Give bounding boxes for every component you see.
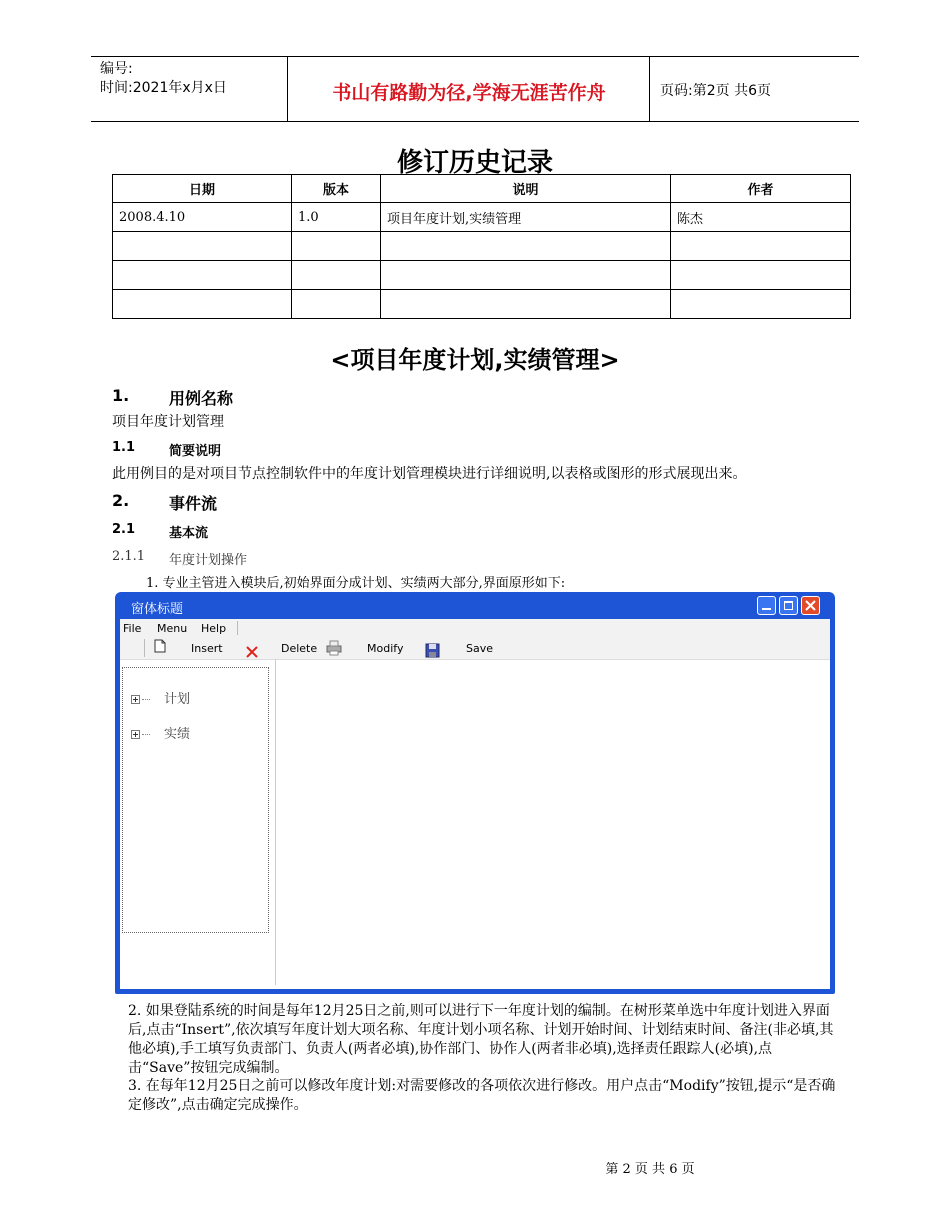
expand-icon[interactable]: [131, 695, 140, 704]
header-motto: 书山有路勤为径,学海无涯苦作舟: [332, 82, 606, 104]
tree-connector: [142, 734, 150, 735]
header-meta: [100, 60, 227, 98]
table-row: [113, 232, 851, 261]
expand-icon[interactable]: [131, 730, 140, 739]
table-cell: 陈杰: [671, 203, 851, 232]
revision-title: 修订历史记录: [396, 148, 553, 178]
revision-table: [112, 174, 851, 319]
modify-button[interactable]: Modify: [367, 642, 404, 655]
document-title: <项目年度计划,实绩管理>: [330, 346, 620, 374]
delete-icon[interactable]: [245, 645, 259, 659]
table-cell: [671, 261, 851, 290]
table-cell: [381, 261, 671, 290]
delete-button[interactable]: Delete: [281, 642, 318, 655]
section-number: 1.: [112, 386, 130, 405]
table-cell: 项目年度计划,实绩管理: [381, 203, 671, 232]
table-cell: [671, 290, 851, 319]
section-heading: 事件流: [169, 494, 218, 513]
menu-separator: [237, 621, 238, 635]
tree-item-actual[interactable]: [131, 723, 190, 742]
table-cell: [292, 261, 381, 290]
subsection-heading: 简要说明: [169, 444, 222, 459]
column-header: 作者: [671, 175, 851, 203]
code-label: 编号:: [100, 61, 133, 77]
table-cell: 1.0: [292, 203, 381, 232]
window-client: [120, 619, 830, 989]
minimize-button[interactable]: [757, 596, 776, 615]
toolbar: [120, 637, 830, 660]
minimize-icon: [762, 608, 771, 610]
step-1-text: 1. 专业主管进入模块后,初始界面分成计划、实绩两大部分,界面原形如下:: [146, 576, 566, 591]
step-2-text: 2. 如果登陆系统的时间是每年12月25日之前,则可以进行下一年度计划的编制。在树形菜单选中年度计划进入界面后,点击“Insert”,依次填写年度计划大项名称、年度计划小项名称、计划开始时间、计划结束时间、备注(非必填,其他必填),手工填写负责部门、负责人(两者必填),协作部门、协作人(两者非必填),选择责任跟踪人(必填),点击“Save”按钮完成编制。: [128, 1003, 834, 1076]
time-label: 时间:2021年x月x日: [100, 80, 227, 96]
menu-help[interactable]: Help: [201, 622, 227, 635]
section-body: 项目年度计划管理: [112, 414, 224, 430]
table-cell: [113, 290, 292, 319]
step-3-text: 3. 在每年12月25日之前可以修改年度计划:对需要修改的各项依次进行修改。用户点击“Modify”按钮,提示“是否确定修改”,点击确定完成操作。: [128, 1078, 836, 1113]
tree-item-label: 计划: [164, 692, 191, 707]
table-cell: [292, 232, 381, 261]
table-cell: [292, 290, 381, 319]
table-row: [113, 261, 851, 290]
subsubsection-heading: 年度计划操作: [169, 553, 248, 568]
tree-panel: [122, 667, 269, 933]
menu-menu[interactable]: Menu: [157, 622, 188, 635]
menu-bar: [120, 619, 830, 637]
table-cell: [113, 232, 292, 261]
save-icon[interactable]: [425, 643, 440, 658]
window-mockup: [115, 592, 835, 994]
tree-item-label: 实绩: [164, 727, 191, 742]
table-cell: 2008.4.10: [113, 203, 292, 232]
close-icon: [802, 597, 819, 614]
maximize-button[interactable]: [779, 596, 798, 615]
subsection-number: 1.1: [112, 440, 136, 455]
page-footer: 第 2 页 共 6 页: [605, 1162, 695, 1177]
header-top-rule: [91, 56, 859, 57]
print-icon[interactable]: [325, 640, 343, 656]
section-heading: 用例名称: [169, 389, 234, 408]
column-header: 版本: [292, 175, 381, 203]
header-bottom-rule: [91, 121, 859, 122]
close-button[interactable]: [801, 596, 820, 615]
subsubsection-number: 2.1.1: [112, 549, 146, 564]
tree-connector: [142, 699, 150, 700]
tree-item-plan[interactable]: [131, 688, 190, 707]
table-row: [113, 203, 851, 232]
window-title: 窗体标题: [131, 602, 184, 617]
column-header: 日期: [113, 175, 292, 203]
insert-button[interactable]: Insert: [191, 642, 223, 655]
table-cell: [671, 232, 851, 261]
table-cell: [381, 232, 671, 261]
toolbar-separator: [144, 639, 145, 657]
subsection-number: 2.1: [112, 522, 136, 537]
section-number: 2.: [112, 491, 130, 510]
table-row: [113, 290, 851, 319]
column-header: 说明: [381, 175, 671, 203]
table-cell: [381, 290, 671, 319]
header-page-label: 页码:第2页 共6页: [660, 83, 771, 99]
new-document-icon[interactable]: [154, 639, 166, 653]
panel-splitter[interactable]: [275, 659, 276, 985]
section-body: 此用例目的是对项目节点控制软件中的年度计划管理模块进行详细说明,以表格或图形的形式展现出来。: [112, 466, 747, 482]
table-header-row: [113, 175, 851, 203]
subsection-heading: 基本流: [169, 526, 209, 541]
menu-file[interactable]: File: [123, 622, 142, 635]
maximize-icon: [784, 601, 793, 610]
table-cell: [113, 261, 292, 290]
save-button[interactable]: Save: [466, 642, 494, 655]
